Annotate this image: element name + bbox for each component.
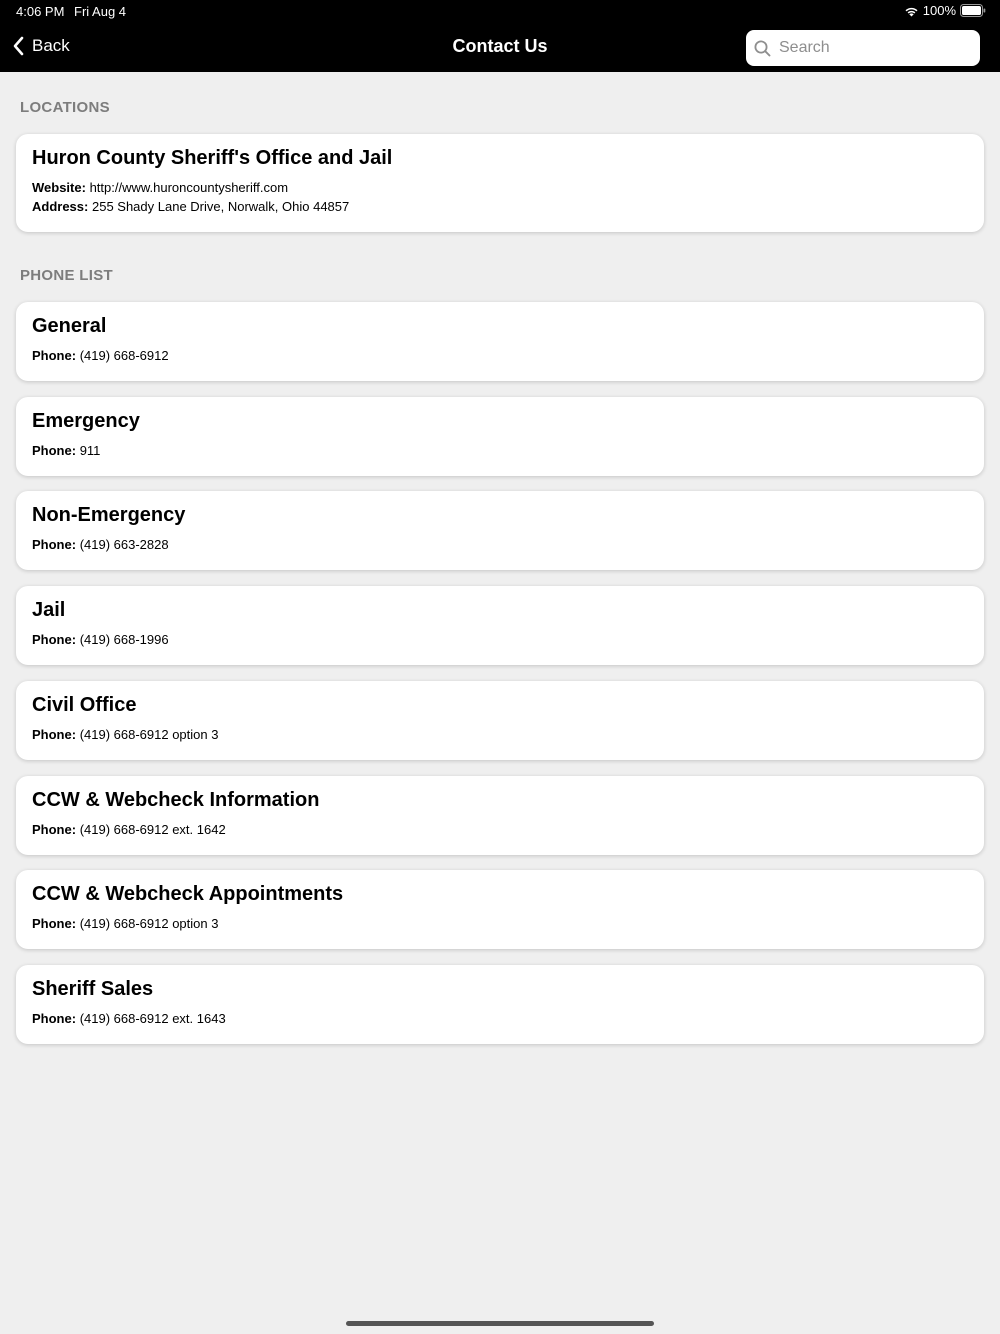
phone-card-number (32, 727, 218, 742)
status-indicators (904, 3, 986, 18)
phone-card[interactable] (16, 397, 984, 476)
phone-card-title: General (32, 315, 107, 337)
search-icon (754, 40, 771, 57)
phone-value[interactable]: (419) 668-6912 ext. 1642 (79, 822, 226, 837)
phone-label: Phone: (32, 632, 77, 647)
phone-card-title: Jail (32, 599, 66, 621)
phone-card-title: CCW & Webcheck Information (32, 789, 320, 811)
website-label: Website: (32, 180, 86, 195)
phone-value[interactable]: (419) 668-6912 (79, 348, 169, 363)
website-value[interactable]: http://www.huroncountysheriff.com (89, 180, 289, 195)
section-header-phone-list: PHONE LIST (20, 267, 114, 284)
phone-card-title: CCW & Webcheck Appointments (32, 883, 344, 905)
status-time: 4:06 PM (16, 4, 65, 19)
location-name: Huron County Sheriff's Office and Jail (32, 147, 393, 169)
search-field[interactable] (746, 30, 980, 66)
phone-value[interactable]: (419) 663-2828 (79, 537, 169, 552)
phone-card[interactable] (16, 491, 984, 570)
phone-card[interactable] (16, 586, 984, 665)
location-address (32, 199, 349, 214)
address-label: Address: (32, 199, 89, 214)
phone-card-number (32, 348, 169, 363)
location-website (32, 180, 288, 195)
phone-card-number (32, 916, 218, 931)
phone-value[interactable]: 911 (79, 443, 101, 458)
phone-label: Phone: (32, 443, 77, 458)
chevron-left-icon (12, 36, 24, 56)
phone-label: Phone: (32, 822, 77, 837)
back-button[interactable] (12, 36, 70, 56)
phone-card-number (32, 822, 226, 837)
phone-card[interactable] (16, 776, 984, 855)
phone-card[interactable] (16, 681, 984, 760)
location-card[interactable] (16, 134, 984, 232)
phone-card-number (32, 537, 169, 552)
section-header-locations: LOCATIONS (20, 99, 110, 116)
wifi-icon (904, 5, 919, 17)
address-value[interactable]: 255 Shady Lane Drive, Norwalk, Ohio 44857 (91, 199, 350, 214)
phone-card-number (32, 632, 169, 647)
search-input[interactable] (777, 38, 971, 58)
status-date: Fri Aug 4 (74, 4, 127, 19)
phone-value[interactable]: (419) 668-6912 option 3 (79, 727, 219, 742)
navigation-bar (0, 0, 1000, 72)
phone-value[interactable]: (419) 668-6912 option 3 (79, 916, 219, 931)
phone-card-title: Non-Emergency (32, 504, 186, 526)
phone-label: Phone: (32, 537, 77, 552)
phone-card[interactable] (16, 302, 984, 381)
back-label: Back (32, 36, 70, 55)
phone-value[interactable]: (419) 668-1996 (79, 632, 169, 647)
phone-card[interactable] (16, 965, 984, 1044)
home-indicator[interactable] (346, 1321, 654, 1326)
phone-label: Phone: (32, 1011, 77, 1026)
phone-card[interactable] (16, 870, 984, 949)
phone-card-title: Emergency (32, 410, 140, 432)
page-title: Contact Us (452, 36, 548, 56)
phone-value[interactable]: (419) 668-6912 ext. 1643 (79, 1011, 226, 1026)
phone-card-title: Civil Office (32, 694, 137, 716)
phone-label: Phone: (32, 916, 77, 931)
battery-percent: 100% (922, 3, 956, 18)
battery-icon (960, 4, 986, 17)
phone-card-number (32, 443, 100, 458)
phone-card-title: Sheriff Sales (32, 978, 154, 1000)
phone-label: Phone: (32, 727, 77, 742)
phone-card-number (32, 1011, 226, 1026)
phone-label: Phone: (32, 348, 77, 363)
